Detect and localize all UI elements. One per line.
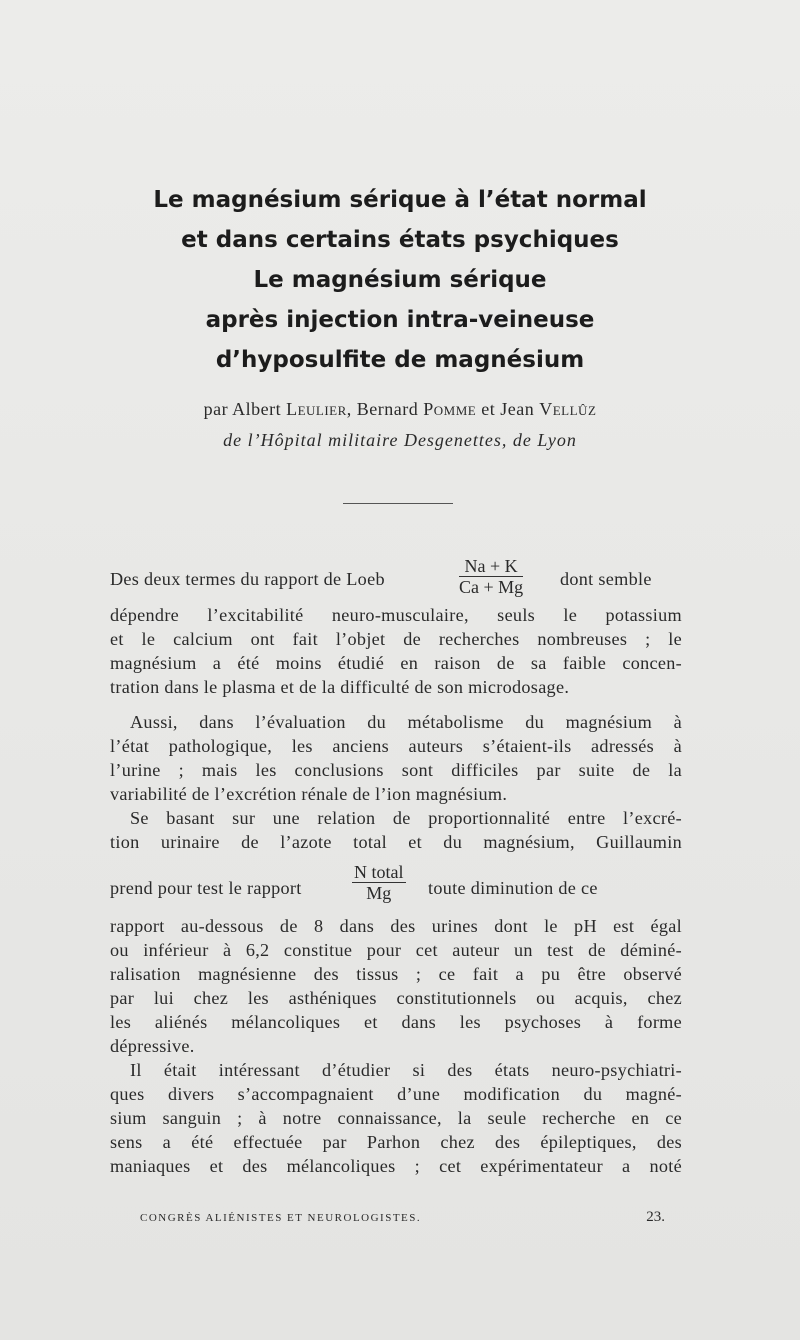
formula-2-text-after: toute diminution de ce	[428, 878, 598, 898]
author-pomme: Pomme	[423, 399, 477, 419]
text-line: l’état pathologique, les anciens auteurs s’étaient-ils adressés à	[110, 736, 682, 756]
affiliation: de l’Hôpital militaire Desgenettes, de Lyon	[223, 430, 577, 450]
text-line: Se basant sur une relation de proportionnalité entre l’excré-	[130, 808, 682, 828]
formula-2-text-before: prend pour test le rapport	[110, 878, 302, 898]
loeb-ratio-numerator: Na + K	[459, 556, 523, 577]
text-line: les aliénés mélancoliques et dans les psychoses à forme	[110, 1012, 682, 1032]
title-line-2: et dans certains états psychiques	[181, 227, 619, 253]
nitrogen-ratio-denominator: Mg	[366, 883, 392, 903]
text-line: Aussi, dans l’évaluation du métabolisme du magnésium à	[130, 712, 682, 732]
loeb-ratio-denominator: Ca + Mg	[459, 577, 524, 597]
text-line: Il était intéressant d’étudier si des états neuro-psychiatri-	[130, 1060, 682, 1080]
title-block	[0, 180, 800, 380]
paragraph-1	[110, 603, 682, 699]
authors-line	[0, 399, 800, 420]
text-line: tration dans le plasma et de la difficulté de son microdosage.	[110, 677, 570, 697]
nitrogen-ratio-fraction	[352, 862, 406, 903]
text-line: variabilité de l’excrétion rénale de l’ion magnésium.	[110, 784, 508, 804]
text-line: dépendre l’excitabilité neuro-musculaire, seuls le potassium	[110, 605, 682, 625]
text-line: sens a été effectuée par Parhon chez des épileptiques, des	[110, 1132, 682, 1152]
text-line: par lui chez les asthéniques constitutionnels ou acquis, chez	[110, 988, 682, 1008]
text-line: magnésium a été moins étudié en raison de sa faible concen-	[110, 653, 682, 673]
authors-sep-1: , Bernard	[346, 399, 424, 419]
text-line: maniaques et des mélancoliques ; cet expérimentateur a noté	[110, 1156, 682, 1176]
text-line: sium sanguin ; à notre connaissance, la seule recherche en ce	[110, 1108, 682, 1128]
subtitle-line-1: Le magnésium sérique	[253, 267, 547, 293]
text-line: l’urine ; mais les conclusions sont difficiles par suite de la	[110, 760, 682, 780]
text-line: tion urinaire de l’azote total et du magnésium, Guillaumin	[110, 832, 682, 852]
running-title: CONGRÈS ALIÉNISTES ET NEUROLOGISTES.	[140, 1212, 422, 1224]
paragraph-2	[110, 710, 682, 854]
text-line: rapport au-dessous de 8 dans des urines dont le pH est égal	[110, 916, 682, 936]
text-line: ques divers s’accompagnaient d’une modification du magné-	[110, 1084, 682, 1104]
text-line: ralisation magnésienne des tissus ; ce fait a pu être observé	[110, 964, 682, 984]
authors-prefix: par Albert	[203, 399, 287, 419]
formula-1-text-after: dont semble	[560, 569, 652, 589]
paragraph-3	[110, 914, 682, 1178]
formula-1-text-before: Des deux termes du rapport de Loeb	[110, 569, 385, 589]
text-line: ou inférieur à 6,2 constitue pour cet auteur un test de déminé-	[110, 940, 682, 960]
title-line-1: Le magnésium sérique à l’état normal	[153, 187, 647, 213]
subtitle-line-2: après injection intra-veineuse	[205, 307, 595, 333]
section-divider	[343, 503, 453, 504]
page-number: 23.	[646, 1209, 665, 1225]
text-line: et le calcium ont fait l’objet de recherches nombreuses ; le	[110, 629, 682, 649]
text-line: dépressive.	[110, 1036, 195, 1056]
authors-sep-2: et Jean	[476, 399, 540, 419]
subtitle-line-3: d’hyposulfite de magnésium	[215, 347, 585, 373]
page-footer	[140, 1209, 665, 1226]
author-velluz: Vellûz	[539, 399, 597, 419]
nitrogen-ratio-numerator: N total	[354, 862, 404, 882]
loeb-ratio-fraction	[459, 556, 523, 597]
author-leulier: Leulier	[286, 399, 347, 419]
